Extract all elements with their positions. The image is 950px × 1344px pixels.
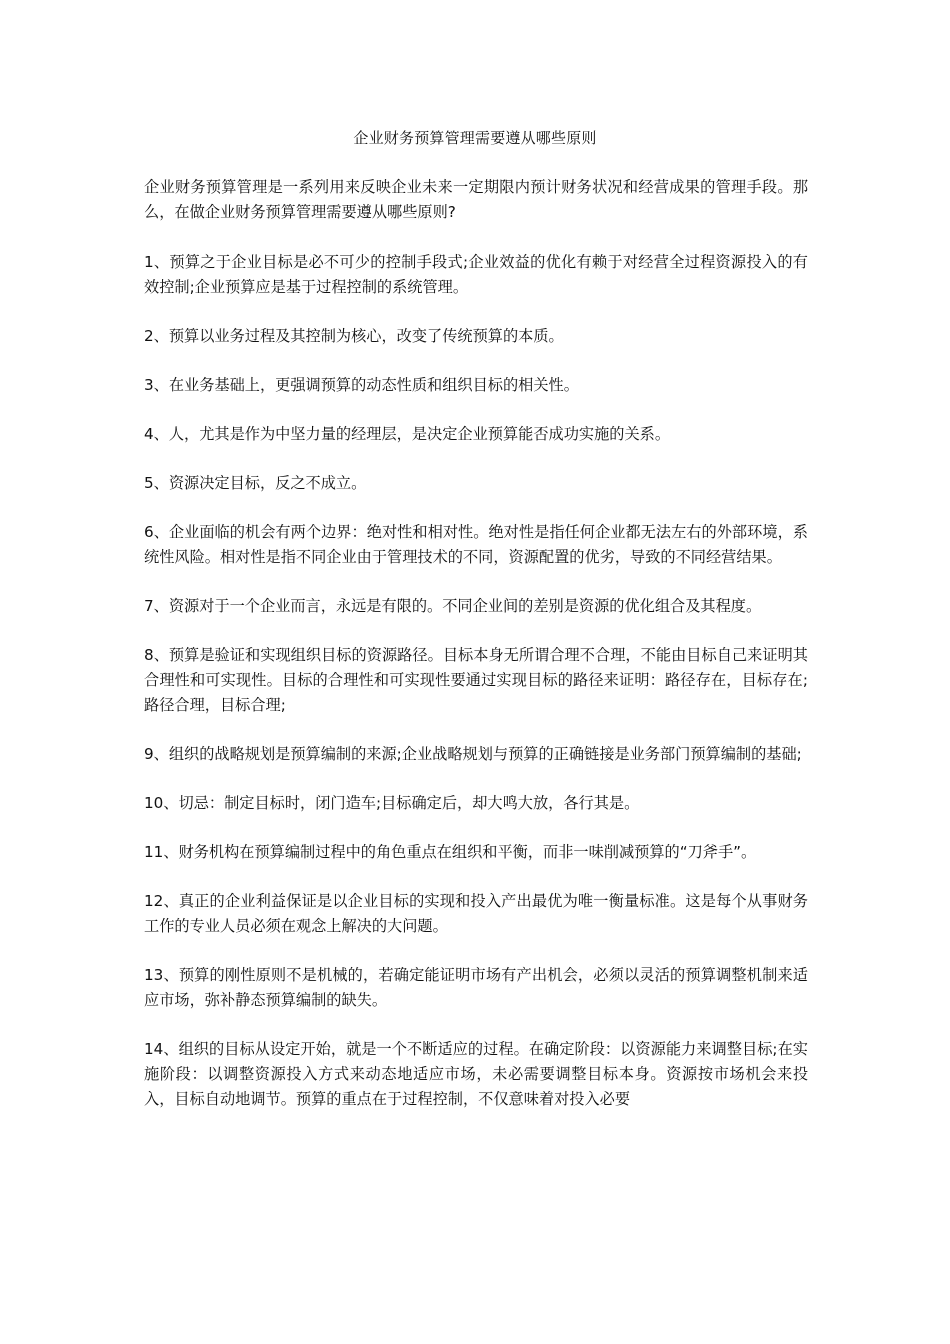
principle-paragraph-9: 9、组织的战略规划是预算编制的来源;企业战略规划与预算的正确链接是业务部门预算编制的基础;: [144, 745, 802, 763]
principle-paragraph-7: 7、资源对于一个企业而言，永远是有限的。不同企业间的差别是资源的优化组合及其程度。: [144, 597, 762, 615]
principle-paragraph-10: 10、切忌：制定目标时，闭门造车;目标确定后，却大鸣大放，各行其是。: [144, 794, 640, 812]
principle-paragraph-13: 13、预算的刚性原则不是机械的，若确定能证明市场有产出机会，必须以灵活的预算调整机制来适应市场，弥补静态预算编制的缺失。: [144, 966, 808, 1009]
principle-paragraph-14: 14、组织的目标从设定开始，就是一个不断适应的过程。在确定阶段：以资源能力来调整目标;在实施阶段：以调整资源投入方式来动态地适应市场，未必需要调整目标本身。资源按市场机会来投入，目标自动地调节。预算的重点在于过程控制，不仅意味着对投入必要: [144, 1040, 808, 1108]
document-title: 企业财务预算管理需要遵从哪些原则: [353, 129, 597, 147]
principle-paragraph-11: 11、财务机构在预算编制过程中的角色重点在组织和平衡，而非一味削减预算的“刀斧手”。: [144, 843, 757, 861]
principle-paragraph-4: 4、人，尤其是作为中坚力量的经理层，是决定企业预算能否成功实施的关系。: [144, 425, 671, 443]
principle-paragraph-2: 2、预算以业务过程及其控制为核心，改变了传统预算的本质。: [144, 327, 564, 345]
principle-paragraph-6: 6、企业面临的机会有两个边界：绝对性和相对性。绝对性是指任何企业都无法左右的外部环境，系统性风险。相对性是指不同企业由于管理技术的不同，资源配置的优劣，导致的不同经营结果。: [144, 523, 808, 566]
intro-paragraph: 企业财务预算管理是一系列用来反映企业未来一定期限内预计财务状况和经营成果的管理手段。那么，在做企业财务预算管理需要遵从哪些原则?: [144, 178, 808, 221]
principle-paragraph-1: 1、预算之于企业目标是必不可少的控制手段式;企业效益的优化有赖于对经营全过程资源投入的有效控制;企业预算应是基于过程控制的系统管理。: [144, 253, 808, 296]
principle-paragraph-12: 12、真正的企业利益保证是以企业目标的实现和投入产出最优为唯一衡量标准。这是每个从事财务工作的专业人员必须在观念上解决的大问题。: [144, 892, 808, 935]
document-body: [144, 175, 808, 1136]
principle-paragraph-3: 3、在业务基础上，更强调预算的动态性质和组织目标的相关性。: [144, 376, 579, 394]
principle-paragraph-8: 8、预算是验证和实现组织目标的资源路径。目标本身无所谓合理不合理，不能由目标自己来证明其合理性和可实现性。目标的合理性和可实现性要通过实现目标的路径来证明：路径存在，目标存在;路径合理，目标合理;: [144, 646, 808, 714]
principle-paragraph-5: 5、资源决定目标，反之不成立。: [144, 474, 367, 492]
